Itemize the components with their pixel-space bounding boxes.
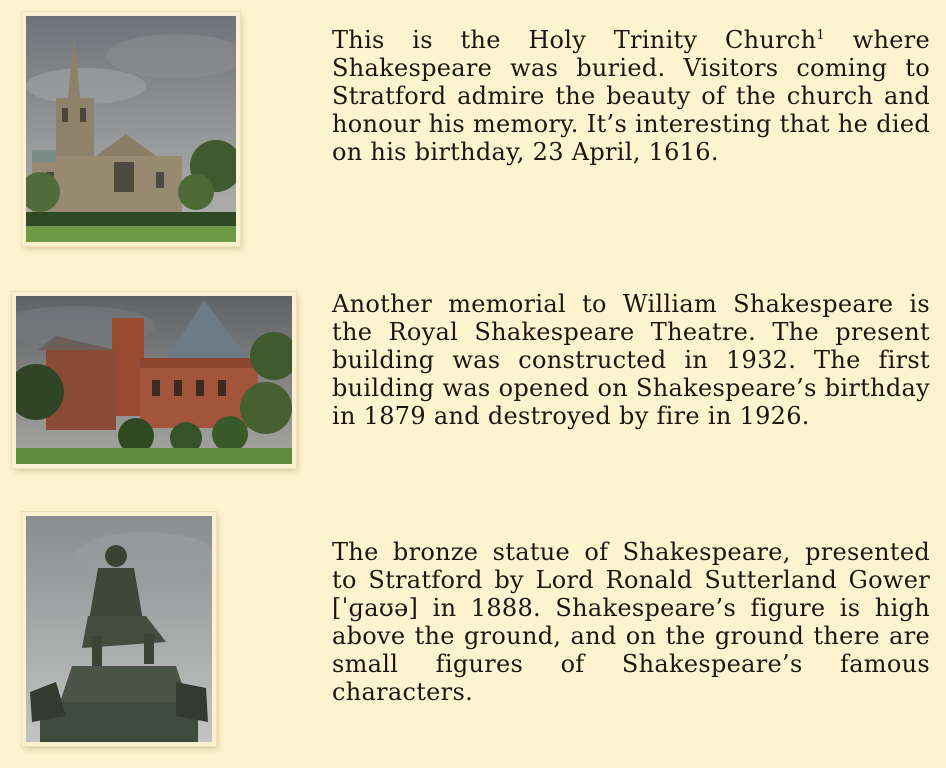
church-image <box>26 16 236 242</box>
church-description <box>332 26 930 166</box>
section-holy-trinity <box>0 0 946 250</box>
statue-description: The bronze statue of Shakespeare, presented to Stratford by Lord Ronald Sutterland Gower [ˈɡaʊə] in 1888. Shakespeare’s figure is high above the ground, and on the ground there are small figures of Shakespeare’s famous characters. <box>332 538 930 706</box>
church-text-end: where Shakespeare was buried. Visitors coming to Stratford admire the beauty of the church and honour his memory. It’s interesting that he died on his birthday, 23 April, 1616. <box>332 26 931 166</box>
footnote-mark: 1 <box>816 28 825 43</box>
section-statue <box>0 480 946 768</box>
statue-image <box>26 516 212 742</box>
church-text-start: This is the Holy Trinity Church <box>332 26 817 54</box>
section-theatre <box>0 250 946 480</box>
church-photo <box>22 12 240 246</box>
statue-photo <box>22 512 216 746</box>
theatre-description: Another memorial to William Shakespeare is the Royal Shakespeare Theatre. The present building was constructed in 1932. The first building was opened on Shakespeare’s birthday in 1879 and destroyed by fire in 1926. <box>332 290 930 430</box>
theatre-image <box>16 296 292 464</box>
theatre-photo <box>12 292 296 468</box>
